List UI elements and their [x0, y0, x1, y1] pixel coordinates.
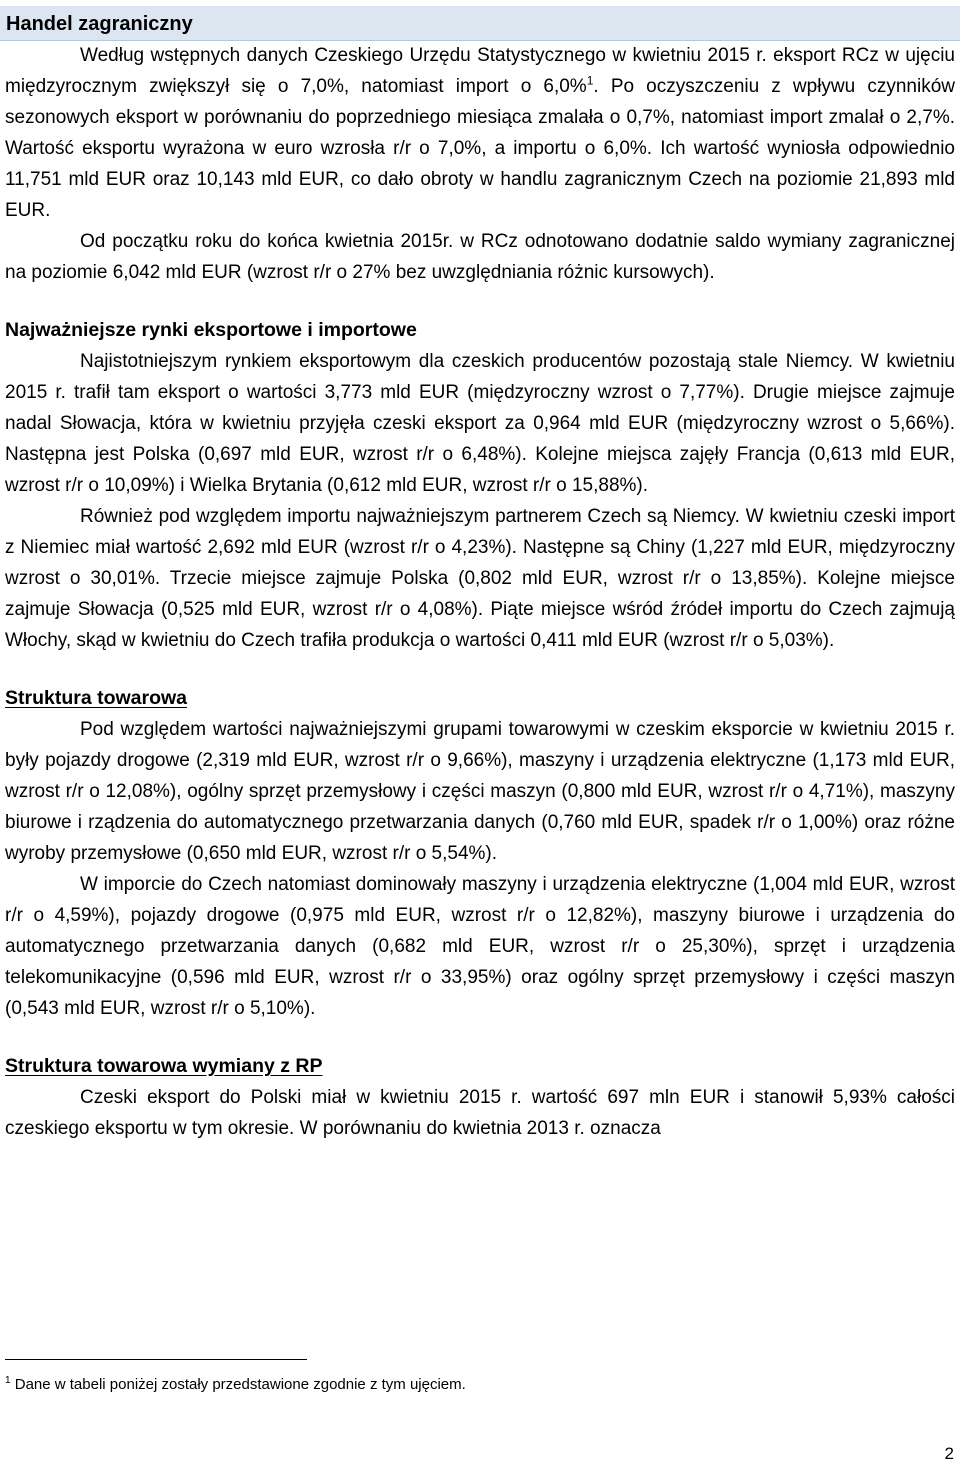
paragraph-intro-1-text-a: Według wstępnych danych Czeskiego Urzędu Statystycznego w kwietniu 2015 r. eksport RCz w ujęciu międzyrocznym zwiększył się o 7,0%, natomiast import o 6,0% [5, 45, 955, 97]
paragraph-commodity-2: W imporcie do Czech natomiast dominowały maszyny i urządzenia elektryczne (1,004 mld EUR, wzrost r/r o 4,59%), pojazdy drogowe (0,975 mld EUR, wzrost r/r o 12,82%), maszyny biurowe i urządzenia do automatycznego przetwarzania danych (0,682 mld EUR, wzrost r/r o 25,30%), sprzęt i urządzenia telekomunikacyjne (0,596 mld EUR, wzrost r/r o 33,95%) oraz ogólny sprzęt przemysłowy i części maszyn (0,543 mld EUR, wzrost r/r o 5,10%). [5, 874, 955, 1019]
paragraph-rp-1: Czeski eksport do Polski miał w kwietniu 2015 r. wartość 697 mln EUR i stanowił 5,93% całości czeskiego eksportu w tym okresie. W porównaniu do kwietnia 2013 r. oznacza [5, 1087, 955, 1139]
document-body [5, 40, 955, 1144]
section-title-commodity: Struktura towarowa [5, 687, 188, 709]
section-title-rp: Struktura towarowa wymiany z RP [5, 1055, 323, 1077]
paragraph-intro-1 [5, 40, 955, 226]
section-title-markets: Najważniejsze rynki eksportowe i importowe [5, 319, 417, 341]
page-number: 2 [944, 1444, 954, 1463]
footnote-reference[interactable]: 1 [586, 73, 594, 88]
paragraph-intro-1-text-b: . Po oczyszczeniu z wpływu czynników sezonowych eksport w porównaniu do poprzedniego miesiąca zmalała o 0,7%, natomiast import zmalał o 2,7%. Wartość eksportu wyrażona w euro wzrosła r/r o 7,0%, a importu o 6,0%. Ich wartość wyniosła odpowiednio 11,751 mld EUR oraz 10,143 mld EUR, co dało obroty w handlu zagranicznym Czech na poziomie 21,893 mld EUR. [5, 76, 955, 221]
paragraph-markets-1: Najistotniejszym rynkiem eksportowym dla czeskich producentów pozostają stale Niemcy. W kwietniu 2015 r. trafił tam eksport o wartości 3,773 mld EUR (międzyroczny wzrost o 7,77%). Drugie miejsce zajmuje nadal Słowacja, która w kwietniu przyjęła czeski eksport za 0,964 mld EUR (międzyroczny wzrost o 5,66%). Następna jest Polska (0,697 mld EUR, wzrost r/r o 6,48%). Kolejne miejsca zajęły Francja (0,613 mld EUR, wzrost r/r o 10,09%) i Wielka Brytania (0,612 mld EUR, wzrost r/r o 15,88%). [5, 351, 955, 496]
footnote-marker: 1 [5, 1375, 11, 1386]
footnote-separator [5, 1359, 307, 1360]
footnote-text: Dane w tabeli poniżej zostały przedstawione zgodnie z tym ujęciem. [14, 1376, 466, 1393]
paragraph-markets-2: Również pod względem importu najważniejszym partnerem Czech są Niemcy. W kwietniu czeski import z Niemiec miał wartość 2,692 mld EUR (wzrost r/r o 4,23%). Następne są Chiny (1,227 mld EUR, międzyroczny wzrost o 30,01%. Trzecie miejsce zajmuje Polska (0,802 mld EUR, wzrost r/r o 13,85%). Kolejne miejsce zajmuje Słowacja (0,525 mld EUR, wzrost r/r o 4,08%). Piąte miejsce wśród źródeł importu do Czech zajmują Włochy, skąd w kwietniu do Czech trafiła produkcja o wartości 0,411 mld EUR (wzrost r/r o 5,03%). [5, 506, 955, 651]
page-title: Handel zagraniczny [6, 13, 193, 35]
title-band [0, 6, 960, 41]
footnote [5, 1374, 905, 1396]
paragraph-commodity-1: Pod względem wartości najważniejszymi grupami towarowymi w czeskim eksporcie w kwietniu 2015 r. były pojazdy drogowe (2,319 mld EUR, wzrost r/r o 9,66%), maszyny i urządzenia elektryczne (1,173 mld EUR, wzrost r/r o 12,08%), ogólny sprzęt przemysłowy i części maszyn (0,800 mld EUR, wzrost r/r o 4,71%), maszyny biurowe i rządzenia do automatycznego przetwarzania danych (0,760 mld EUR, spadek r/r o 1,00%) oraz różne wyroby przemysłowe (0,650 mld EUR, wzrost r/r o 5,54%). [5, 719, 955, 864]
paragraph-intro-2: Od początku roku do końca kwietnia 2015r. w RCz odnotowano dodatnie saldo wymiany zagranicznej na poziomie 6,042 mld EUR (wzrost r/r o 27% bez uwzględniania różnic kursowych). [5, 231, 955, 283]
